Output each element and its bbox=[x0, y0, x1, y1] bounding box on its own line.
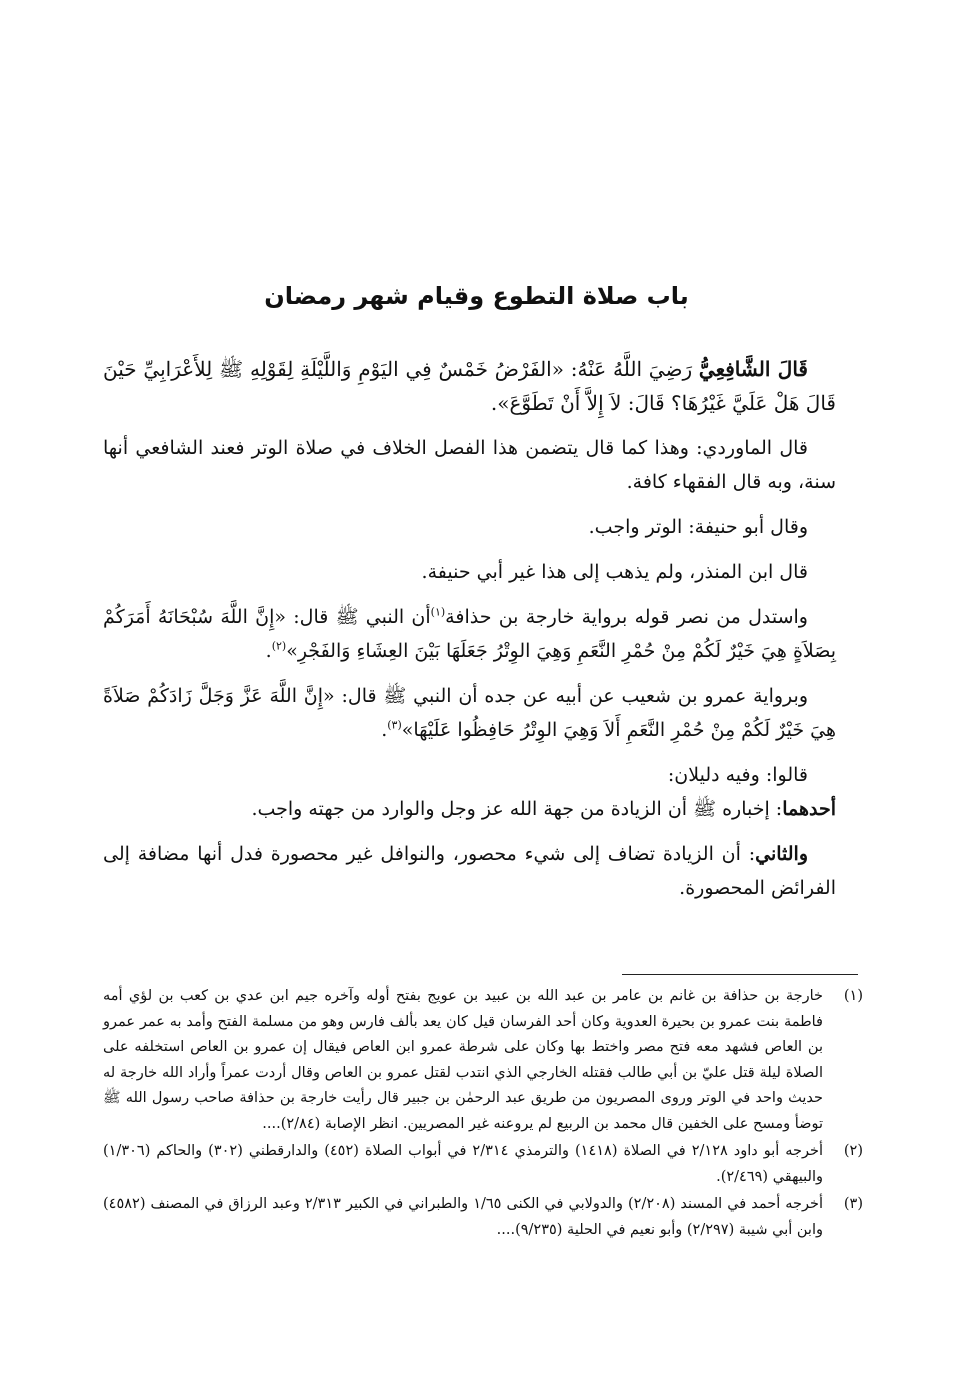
footnote-text: أخرجه أبو داود ٢/١٢٨ في الصلاة (١٤١٨) والترمذي ٢/٣١٤ في أبواب الصلاة (٤٥٢) والدارقطني (٣٠٢) والحاكم (١/٣٠٦) والبيهقي (٢/٤٦٩). bbox=[103, 1143, 824, 1185]
shafii-quote: رَضِيَ اللَّهُ عَنْهُ: «الفَرْضُ خَمْسٌ فِي اليَوْمِ وَاللَّيْلَةِ لِقَوْلِهِ ﷺ لِلأَعْرَابِيِّ حَيْنَ قَالَ هَلْ عَلَيَّ غَيْرُهَا؟ قَالَ: لاَ إِلاَّ أَنْ تَطَوَّعَ». bbox=[103, 357, 836, 415]
chapter-title: باب صلاة التطوع وقيام شهر رمضان bbox=[264, 282, 689, 310]
footnote-item bbox=[103, 1139, 863, 1190]
qalu-paragraph: قالوا: وفيه دليلان: bbox=[667, 764, 808, 786]
second-evidence-text: : أن الزيادة تضاف إلى شيء محصور، والنوافل غير محصورة فدل أنها مضافة إلى الفرائض المحصورة. bbox=[103, 843, 836, 899]
footnote-number: (١) bbox=[843, 988, 863, 1004]
ibn-mundhir-paragraph: قال ابن المنذر، ولم يذهب إلى هذا غير أبي حنيفة. bbox=[421, 561, 808, 583]
nasr-hadith: أن النبي ﷺ قال: «إِنَّ اللَّهَ سُبْحَانَهُ أَمَرَكُمْ بِصَلاَةٍ هِيَ خَيْرٌ لَكُمْ مِنْ حُمْرِ النَّعَمِ وَهِيَ الوِتْرُ جَعَلَهَا بَيْنَ العِشَاءِ وَالفَجْرِ» bbox=[103, 606, 836, 662]
amr-hadith: وبرواية عمرو بن شعيب عن أبيه عن جده أن النبي ﷺ قال: «إِنَّ اللَّهَ عَزَّ وَجَلَّ زَادَكُمْ صَلاَةً هِيَ خَيْرٌ لَكُمْ مِنْ حُمْرِ النَّعَمِ أَلاَ وَهِيَ الوِتْرُ حَافِظُوا عَلَيْهَا» bbox=[103, 685, 836, 741]
amr-end: . bbox=[381, 719, 388, 741]
shafii-speaker: قَالَ الشَّافِعِيُّ bbox=[698, 357, 808, 381]
abu-hanifa-paragraph: وقال أبو حنيفة: الوتر واجب. bbox=[588, 516, 808, 538]
nasr-end: . bbox=[265, 640, 272, 662]
second-evidence-paragraph bbox=[103, 837, 836, 905]
footnote-divider bbox=[622, 974, 858, 975]
footnote-ref-3: (٣) bbox=[387, 718, 402, 732]
mawardi-paragraph: قال الماوردي: وهذا كما قال يتضمن هذا الفصل الخلاف في صلاة الوتر فعند الشافعي أنها سنة، وبه قال الفقهاء كافة. bbox=[103, 437, 836, 493]
nasr-text-before: واستدل من نصر قوله برواية خارجة بن حذافة bbox=[445, 606, 808, 628]
footnote-number: (٢) bbox=[843, 1143, 863, 1159]
footnote-item bbox=[103, 1192, 863, 1243]
footnote-text: خارجة بن حذافة بن غانم بن عامر بن عبد الله بن عبيد بن عويج بفتح أوله وآخره جيم ابن عدي بن كعب بن لؤي أمه فاطمة بنت عمرو بن بحيرة العدوية وكان أحد الفرسان قيل كان يعد بألف فارس وهو من مسلمة الفتح وأمد به عمر عمرو بن العاص فشهد معه فتح مصر واختط بها وكان على شرطة عمرو ابن العاص فيقال إن عمرو بن العاص استخلفه على الصلاة ليلة قتل عليّ بن أبي طالب فقتله الخارجي الذي انتدب لقتل عمرو بن العاص وقال أردت عمراً وأراد الله خارجة له حديث واحد في الوتر وروى المصريون من طريق عبد الرحمٰن بن جبير قال رأيت خارجة بن حذافة صاحب رسول الله ﷺ توضأ ومسح على الخفين قال محمد بن الربيع لم يروعنه غير المصريين. انظر الإصابة (٢/٨٤).... bbox=[103, 988, 823, 1132]
amr-paragraph bbox=[103, 679, 836, 747]
footnote-number: (٣) bbox=[843, 1196, 863, 1212]
footnote-item bbox=[103, 984, 863, 1137]
footnote-ref-1: (١) bbox=[430, 605, 446, 619]
footnotes bbox=[103, 984, 863, 1245]
main-text bbox=[103, 352, 836, 916]
second-evidence-label: والثاني bbox=[755, 843, 808, 865]
nasr-paragraph bbox=[103, 600, 836, 668]
footnote-text: أخرجه أحمد في المسند (٢/٢٠٨) والدولابي في الكنى ١/٦٥ والطبراني في الكبير ٢/٣١٣ وعبد الرزاق في المصنف (٤٥٨٢) وابن أبي شيبة (٢/٢٩٧) وأبو نعيم في الحلية (٩/٢٣٥).... bbox=[103, 1196, 824, 1238]
shafii-quote-paragraph bbox=[103, 352, 836, 420]
footnote-ref-2: (٢) bbox=[271, 639, 287, 653]
first-evidence-paragraph bbox=[103, 792, 836, 826]
first-evidence-label: أحدهما bbox=[782, 798, 836, 820]
first-evidence-text: : إخباره ﷺ أن الزيادة من جهة الله عز وجل والوارد من جهته واجب. bbox=[251, 798, 783, 820]
